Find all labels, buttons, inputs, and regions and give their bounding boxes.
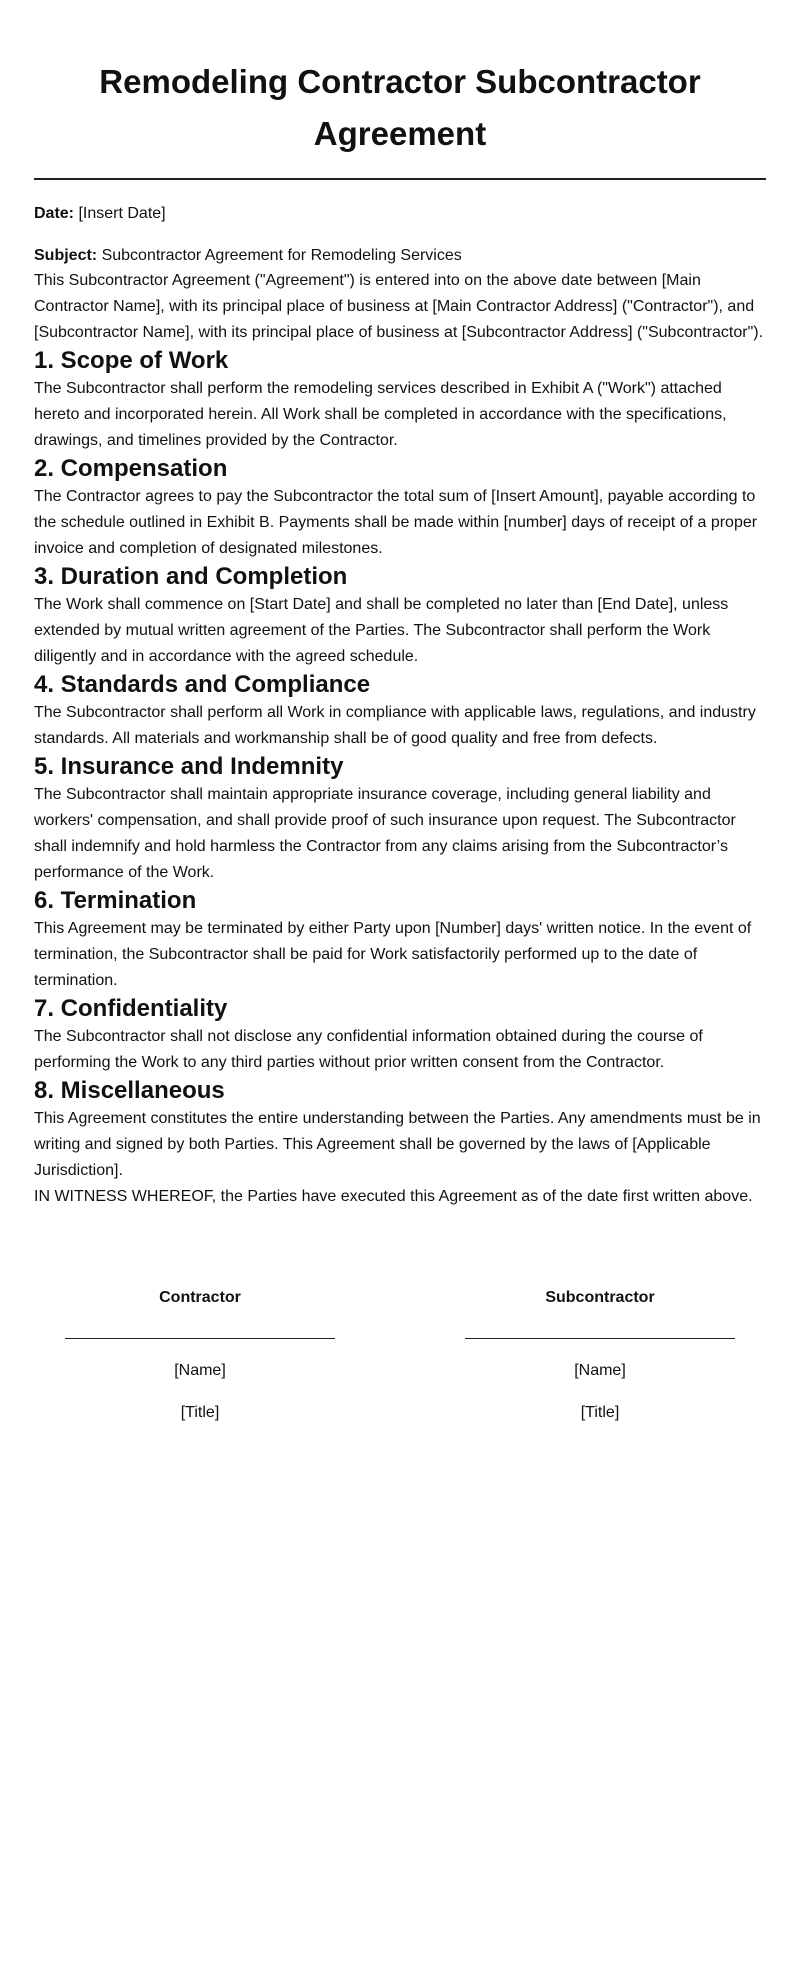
section-heading: 1. Scope of Work: [34, 347, 229, 374]
section-heading: 8. Miscellaneous: [34, 1077, 225, 1104]
section-body: The Work shall commence on [Start Date] and shall be completed no later than [End Date], unless extended by mutual written agreement of the Parties. The Subcontractor shall perform the Work diligently and in accordance with the agreed schedule.: [34, 596, 729, 665]
section-body: The Subcontractor shall perform the remodeling services described in Exhibit A ("Work") attached hereto and incorporated herein. All Work shall be completed in accordance with the specifications, drawings, and timelines provided by the Contractor.: [34, 380, 727, 449]
section-heading: 2. Compensation: [34, 455, 228, 482]
section-termination: [34, 886, 766, 994]
section-compensation: [34, 454, 766, 562]
section-heading: 6. Termination: [34, 887, 197, 914]
signature-line: [65, 1338, 335, 1339]
intro-paragraph: This Subcontractor Agreement ("Agreement") is entered into on the above date between [Main Contractor Name], with its principal place of business at [Main Contractor Address] ("Contractor"), and [Subcontractor Name], with its principal place of business at [Subcontractor Address] ("Subcontractor").: [34, 272, 764, 341]
section-heading: 5. Insurance and Indemnity: [34, 753, 344, 780]
section-heading: 3. Duration and Completion: [34, 563, 348, 590]
section-body: The Subcontractor shall not disclose any confidential information obtained during the course of performing the Work to any third parties without prior written consent from the Contractor.: [34, 1028, 703, 1071]
section-body: This Agreement may be terminated by either Party upon [Number] days' written notice. In the event of termination, the Subcontractor shall be paid for Work satisfactorily performed up to the date of termination.: [34, 920, 752, 989]
witness-statement: IN WITNESS WHEREOF, the Parties have executed this Agreement as of the date first written above.: [34, 1188, 753, 1205]
signature-title: [Title]: [580, 1404, 620, 1421]
signature-title: [Title]: [180, 1404, 220, 1421]
section-duration-and-completion: [34, 562, 766, 670]
section-heading: 4. Standards and Compliance: [34, 671, 371, 698]
date-label: Date:: [34, 205, 75, 222]
section-scope-of-work: [34, 346, 766, 454]
title-divider: [34, 178, 766, 180]
signature-section: [34, 1286, 766, 1425]
document-title: Remodeling Contractor Subcontractor Agreement: [99, 63, 701, 152]
section-body: This Agreement constitutes the entire understanding between the Parties. Any amendments must be in writing and signed by both Parties. This Agreement shall be governed by the laws of [Applicable Jurisdiction].: [34, 1110, 761, 1179]
section-standards-and-compliance: [34, 670, 766, 752]
subject-value: Subcontractor Agreement for Remodeling Services: [101, 247, 462, 264]
section-insurance-and-indemnity: [34, 752, 766, 886]
date-value: [Insert Date]: [78, 205, 166, 222]
signature-line: [465, 1338, 735, 1339]
signature-role: Contractor: [159, 1289, 241, 1306]
section-heading: 7. Confidentiality: [34, 995, 228, 1022]
section-body: The Subcontractor shall perform all Work in compliance with applicable laws, regulations, and industry standards. All materials and workmanship shall be of good quality and free from defects.: [34, 704, 756, 747]
section-body: The Contractor agrees to pay the Subcontractor the total sum of [Insert Amount], payable according to the schedule outlined in Exhibit B. Payments shall be made within [number] days of receipt of a proper invoice and completion of designated milestones.: [34, 488, 758, 557]
signature-role: Subcontractor: [545, 1289, 655, 1306]
date-line: [34, 202, 766, 226]
subject-label: Subject:: [34, 247, 98, 264]
signature-name: [Name]: [174, 1362, 226, 1379]
section-miscellaneous: [34, 1076, 766, 1184]
subcontractor-signature-block: [465, 1286, 735, 1425]
section-confidentiality: [34, 994, 766, 1076]
section-body: The Subcontractor shall maintain appropriate insurance coverage, including general liability and workers' compensation, and shall provide proof of such insurance upon request. The Subcontractor shall indemnify and hold harmless the Contractor from any claims arising from the Subcontractor’s performance of the Work.: [34, 786, 736, 881]
subject-line: [34, 244, 766, 268]
contractor-signature-block: [65, 1286, 335, 1425]
signature-name: [Name]: [574, 1362, 626, 1379]
